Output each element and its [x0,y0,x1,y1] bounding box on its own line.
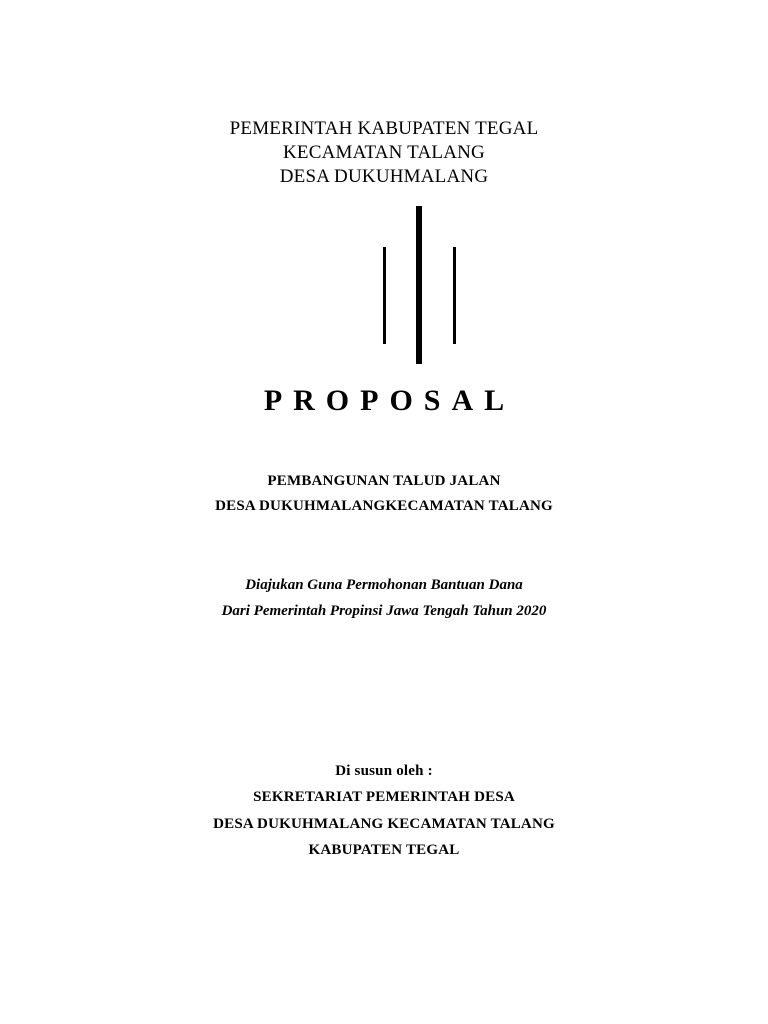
purpose-line-2: Dari Pemerintah Propinsi Jawa Tengah Tahun 2020 [221,603,547,619]
document-title: PROPOSAL [263,384,516,417]
header-district: KECAMATAN TALANG [283,142,485,163]
left-bar [383,247,386,344]
author-line-3: KABUPATEN TEGAL [308,842,460,858]
purpose-line-1: Diajukan Guna Permohonan Bantuan Dana [245,577,523,593]
center-bar [416,206,422,364]
subject-line-2: DESA DUKUHMALANGKECAMATAN TALANG [215,498,553,514]
author-line-2: DESA DUKUHMALANG KECAMATAN TALANG [213,816,555,832]
right-bar [453,247,456,344]
author-line-1: SEKRETARIAT PEMERINTAH DESA [253,789,515,805]
author-label: Di susun oleh : [335,763,433,779]
subject-line-1: PEMBANGUNAN TALUD JALAN [267,473,501,489]
header-government: PEMERINTAH KABUPATEN TEGAL [229,118,539,139]
header-village: DESA DUKUHMALANG [279,166,489,187]
